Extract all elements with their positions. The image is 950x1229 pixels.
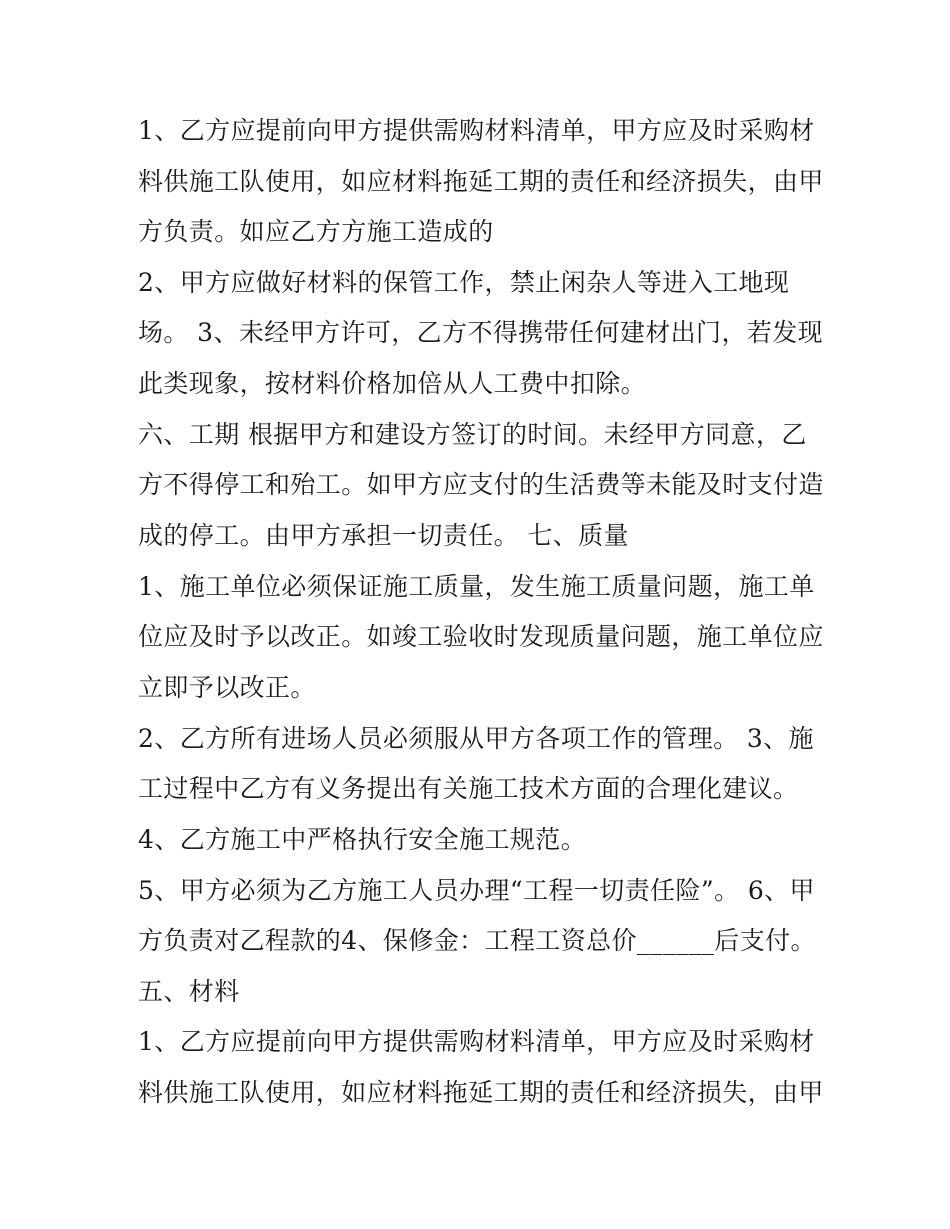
paragraph-line: 工过程中乙方有义务提出有关施工技术方面的合理化建议。	[138, 774, 799, 803]
paragraph-line: 料供施工队使用，如应材料拖延工期的责任和经济损失，由甲	[138, 167, 824, 196]
paragraph-line: 位应及时予以改正。如竣工验收时发现质量问题，施工单位应	[138, 622, 824, 651]
paragraph-line: 料供施工队使用，如应材料拖延工期的责任和经济损失，由甲	[138, 1078, 824, 1107]
paragraph-line: 1、施工单位必须保证施工质量，发生施工质量问题，施工单	[138, 572, 815, 601]
section-heading-line: 五、材料	[138, 977, 240, 1006]
paragraph-line: 立即予以改正。	[138, 673, 316, 702]
paragraph-line: 5、甲方必须为乙方施工人员办理“工程一切责任险”。 6、甲	[138, 876, 815, 905]
paragraph-line: 4、乙方施工中严格执行安全施工规范。	[138, 825, 587, 854]
paragraph-line: 方不得停工和殆工。如甲方应支付的生活费等未能及时支付造	[138, 470, 824, 499]
paragraph-line: 成的停工。由甲方承担一切责任。 七、质量	[138, 521, 629, 550]
paragraph-line: 场。 3、未经甲方许可，乙方不得携带任何建材出门，若发现	[138, 318, 824, 347]
section-heading-line: 六、工期 根据甲方和建设方签订的时间。未经甲方同意，乙	[138, 420, 807, 449]
paragraph-line: 1、乙方应提前向甲方提供需购材料清单，甲方应及时采购材	[138, 116, 815, 145]
paragraph-line: 2、甲方应做好材料的保管工作，禁止闲杂人等进入工地现	[138, 268, 790, 297]
paragraph-line: 2、乙方所有进场人员必须服从甲方各项工作的管理。 3、施	[138, 724, 814, 753]
paragraph-line: 1、乙方应提前向甲方提供需购材料清单，甲方应及时采购材	[138, 1027, 815, 1056]
paragraph-line: 方负责对乙程款的4、保修金：工程工资总价______后支付。	[138, 926, 816, 955]
paragraph-line: 此类现象，按材料价格加倍从人工费中扣除。	[138, 369, 647, 398]
paragraph-line: 方负责。如应乙方方施工造成的	[138, 217, 494, 246]
